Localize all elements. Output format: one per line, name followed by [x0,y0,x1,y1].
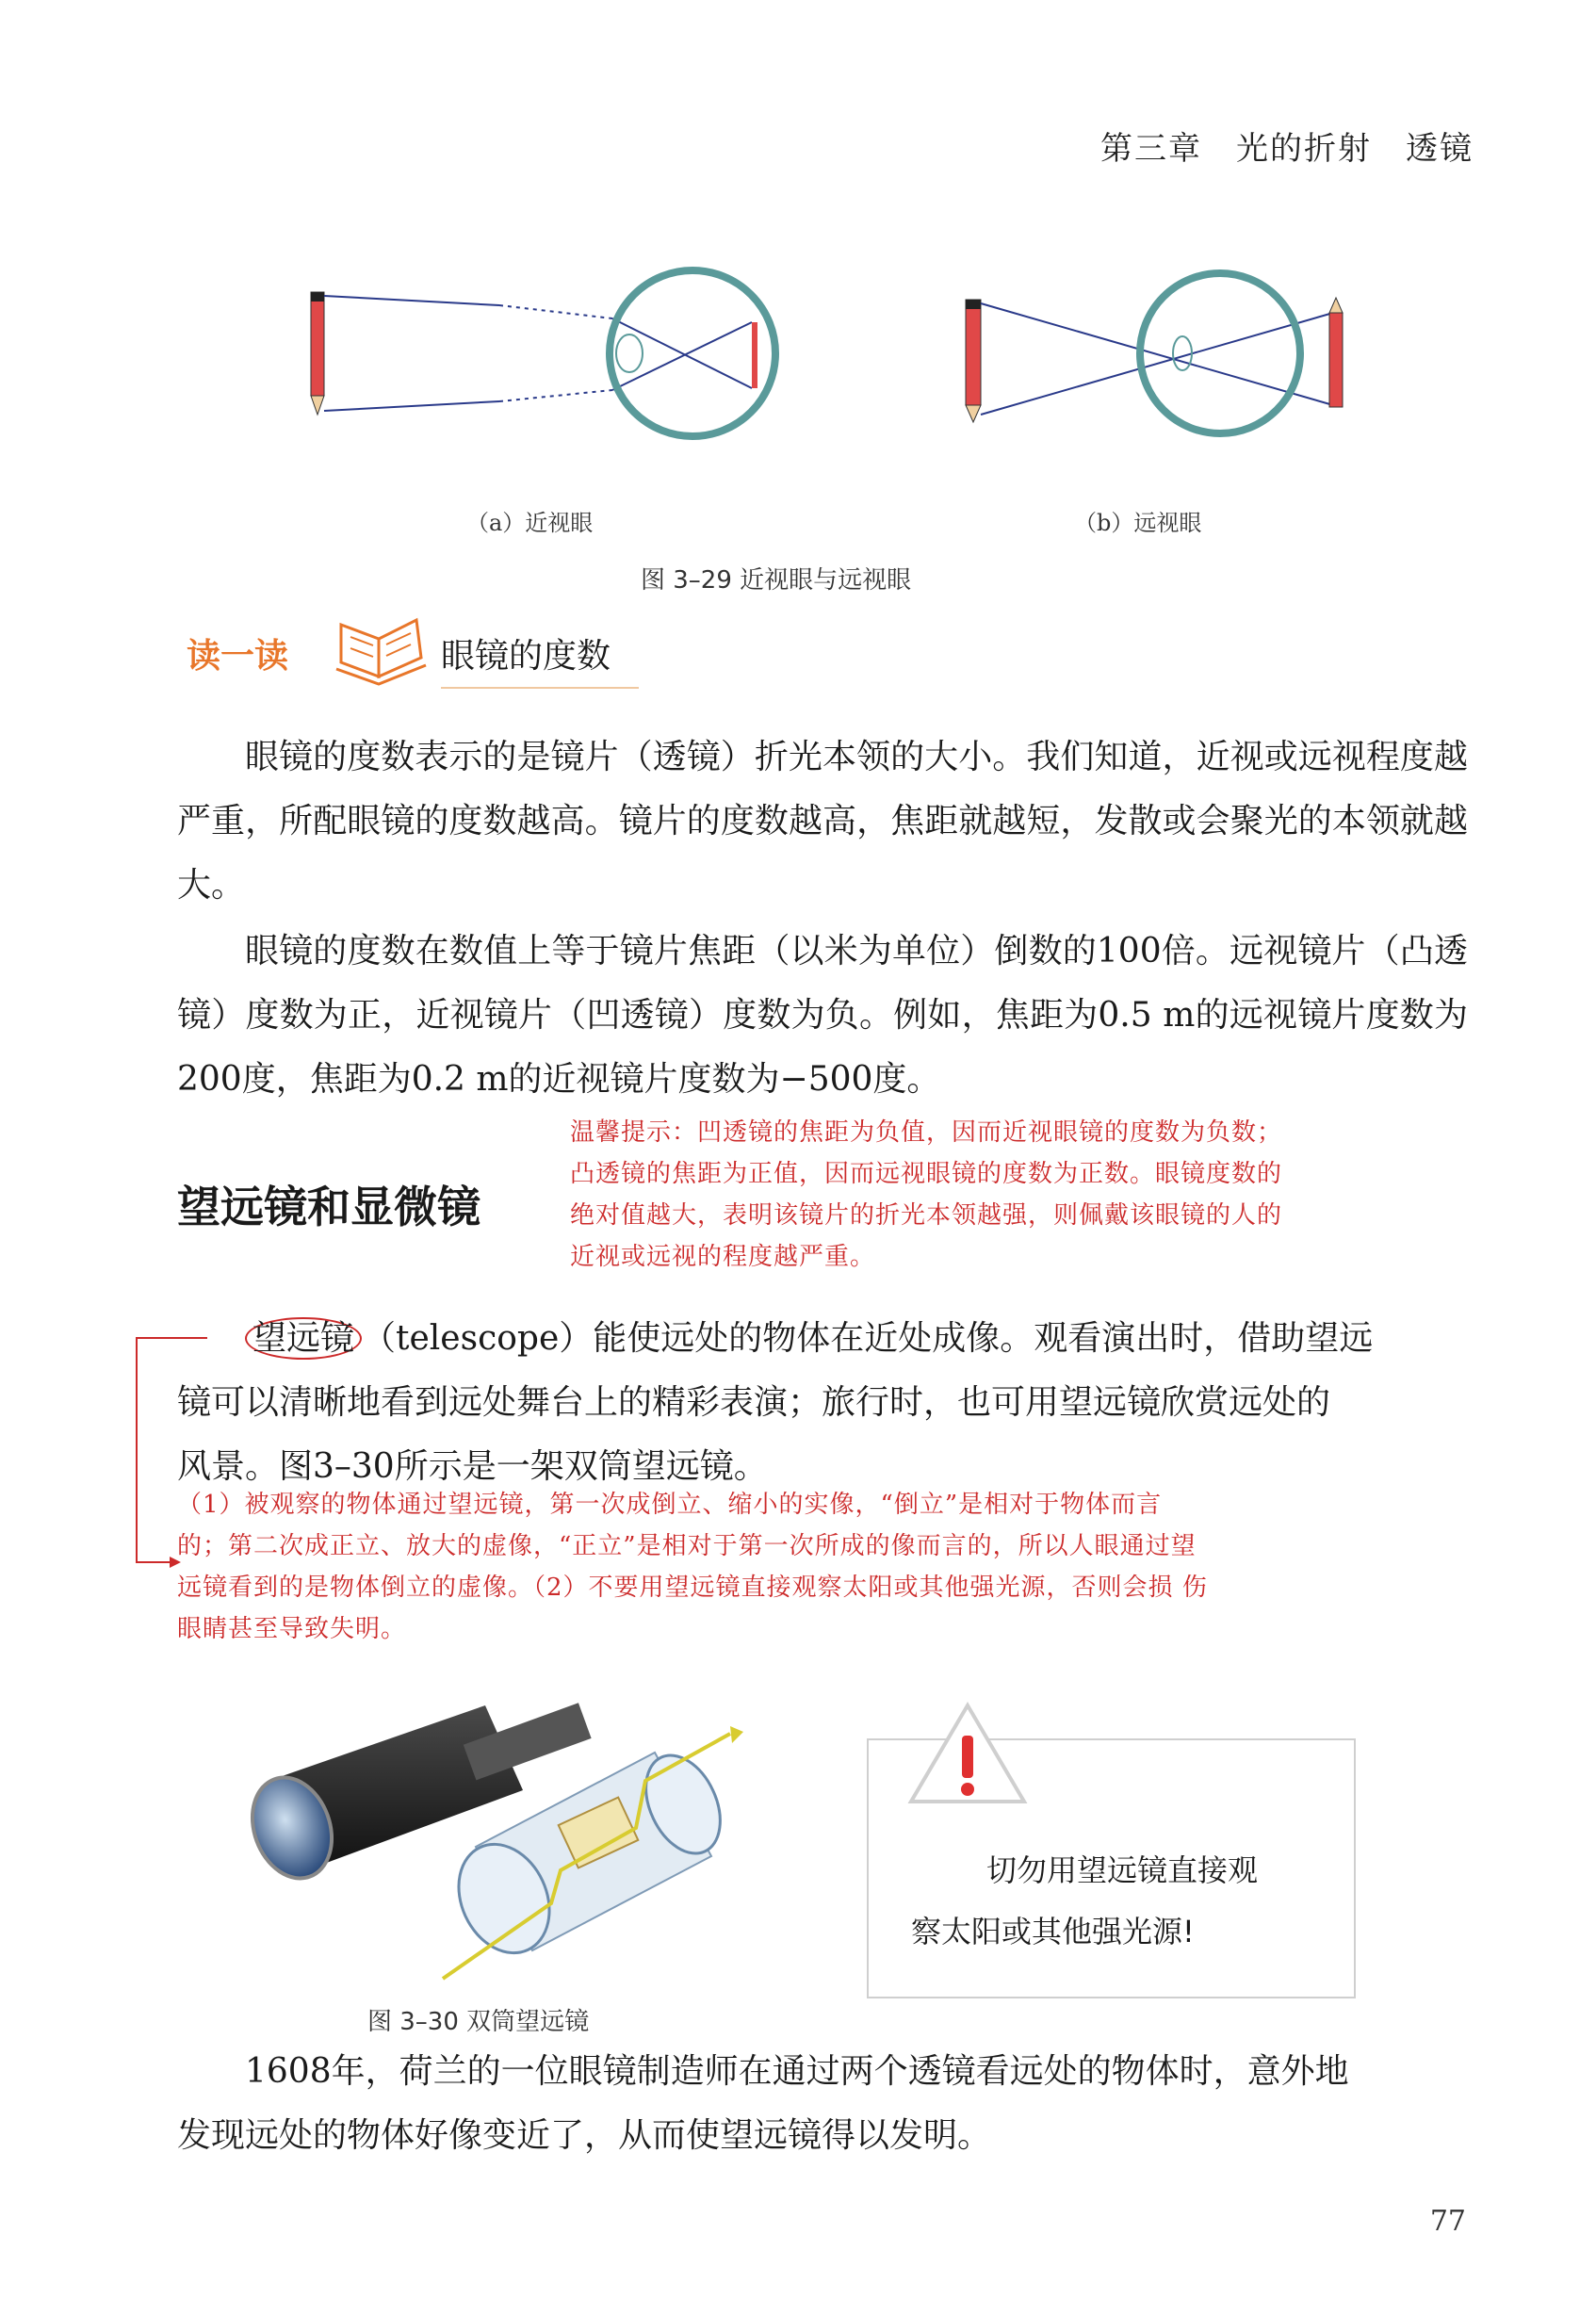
open-book-icon [332,611,435,695]
warning-box [867,1738,1356,1998]
telescope-line: 风景。图3–30所示是一架双筒望远镜。 [177,1447,768,1486]
red-note-2-line: 眼睛甚至导致失明。 [177,1615,407,1643]
read-paragraph-1: 眼镜的度数表示的是镜片（透镜）折光本领的大小。我们知道，近视或远视程度越严重，所配眼镜的度数越高。镜片的度数越高，焦距就越短，发散或会聚光的本领就越大。 [177,738,1468,905]
fig-3-30-caption: 图 3–30 双筒望远镜 [367,2008,590,2036]
telescope-paragraph [177,1307,1468,1499]
red-note-1-line: 近视或远视的程度越严重。 [570,1243,876,1271]
telescope-line: （telescope）能使远处的物体在近处成像。观看演出时，借助望远 [362,1319,1374,1358]
chapter-header: 第三章 光的折射 透镜 [1100,130,1474,168]
warning-triangle-icon [906,1698,1029,1811]
fig-3-29-sub-b: （b）远视眼 [1074,510,1202,536]
fig-3-29-sub-a: （a）近视眼 [466,510,594,536]
circled-term-telescope: 望远镜 [245,1317,362,1360]
hyperopia-diagram [956,264,1409,471]
myopia-diagram [301,264,791,471]
page-number: 77 [1429,2205,1466,2238]
red-note-1-line: 凸透镜的焦距为正值，因而远视眼镜的度数为正数。眼镜度数的 [570,1160,1283,1188]
read-title: 眼镜的度数 [441,629,639,689]
red-note-1 [570,1112,1474,1278]
red-note-2-line: 的；第二次成正立、放大的虚像，“正立”是相对于第一次所成的像而言的，所以人眼通过望 [177,1532,1197,1560]
warning-line-2: 察太阳或其他强光源! [911,1914,1195,1949]
read-body [177,726,1468,1112]
read-label: 读一读 [187,637,289,676]
red-note-1-line: 温馨提示：凹透镜的焦距为负值，因而近视眼镜的度数为负数； [570,1118,1283,1147]
section-title: 望远镜和显微镜 [177,1182,480,1232]
red-note-2-line: （1）被观察的物体通过望远镜，第一次成倒立、缩小的实像，“倒立”是相对于物体而言 [177,1491,1163,1519]
red-note-1-line: 绝对值越大，表明该镜片的折光本领越强，则佩戴该眼镜的人的 [570,1201,1283,1230]
final-line: 发现远处的物体好像变近了，从而使望远镜得以发明。 [177,2116,992,2155]
final-paragraph [177,2040,1477,2168]
read-paragraph-2: 眼镜的度数在数值上等于镜片焦距（以米为单位）倒数的100倍。远视镜片（凸透镜）度数为正，近视镜片（凹透镜）度数为负。例如，焦距为0.5 m的远视镜片度数为200度，焦距为0.2 m的近视镜片度数为−500度。 [177,932,1468,1099]
telescope-line: 镜可以清晰地看到远处舞台上的精彩表演；旅行时，也可用望远镜欣赏远处的 [177,1383,1331,1422]
red-note-2 [177,1484,1473,1650]
final-line: 1608年，荷兰的一位眼镜制造师在通过两个透镜看远处的物体时，意外地 [245,2052,1349,2091]
binoculars-illustration [240,1668,768,1988]
fig-3-29-caption: 图 3–29 近视眼与远视眼 [641,566,912,595]
red-note-2-line: 远镜看到的是物体倒立的虚像。（2）不要用望远镜直接观察太阳或其他强光源，否则会损 伤 [177,1574,1208,1602]
warning-line-1: 切勿用望远镜直接观 [986,1852,1259,1888]
